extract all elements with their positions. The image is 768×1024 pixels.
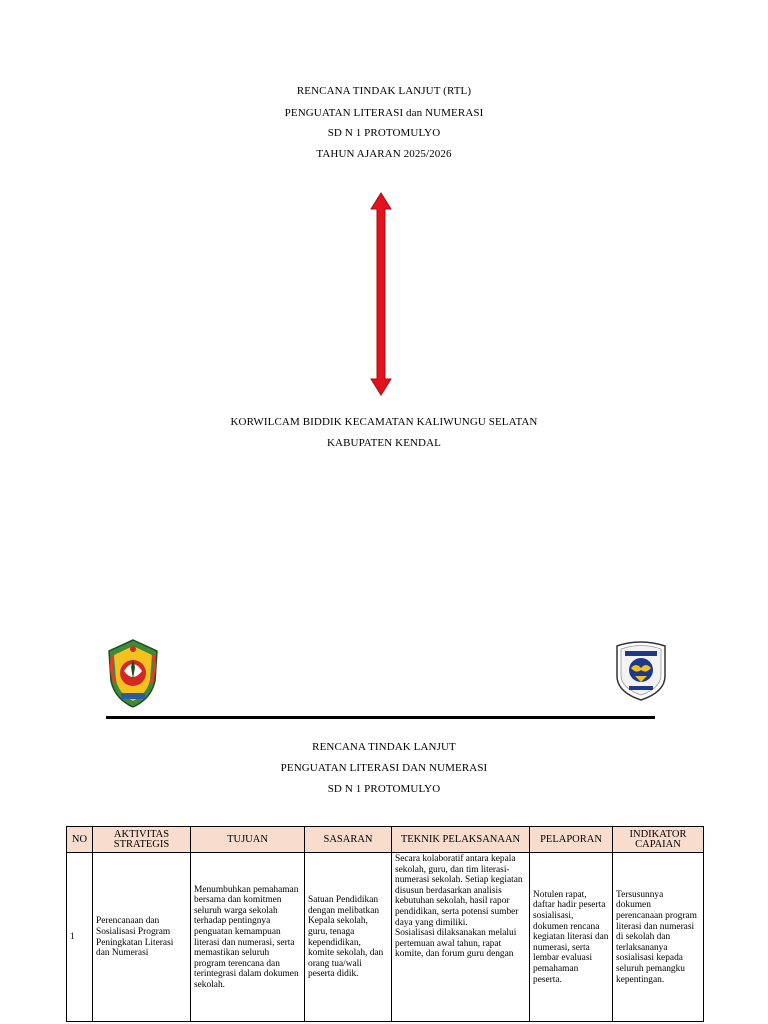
cell-aktivitas-text: Perencanaan dan Sosialisasi Program Peningkatan Literasi dan Numerasi <box>96 916 174 959</box>
page2-heading-line-1: RENCANA TINDAK LANJUT <box>312 741 456 753</box>
cell-sasaran-text: Satuan Pendidikan dengan melibatkan Kepala sekolah, guru, tenaga kependidikan, komite sekolah, dan orang tua/wali peserta didik. <box>308 895 384 980</box>
table-header-row <box>67 827 704 853</box>
cover-org-line-2: KABUPATEN KENDAL <box>327 437 441 449</box>
cell-teknik-paragraph-1: Secara kolaboratif antara kepala sekolah, guru, dan tim literasi-numerasi sekolah. Setiap kegiatan disusun berdasarkan analisis kebutuhan sekolah, hasil rapor pendidikan, serta potensi sumber daya yang dimiliki. <box>395 854 523 928</box>
cell-indikator <box>613 853 704 1022</box>
cell-aktivitas <box>93 853 191 1022</box>
double-arrow-icon <box>369 191 393 397</box>
kendal-crest-logo <box>105 637 161 709</box>
table-row <box>67 853 704 1022</box>
cell-no: 1 <box>67 853 93 1022</box>
header-teknik-pelaksanaan: TEKNIK PELAKSANAAN <box>392 827 530 853</box>
page2-heading-line-2: PENGUATAN LITERASI DAN NUMERASI <box>280 762 488 774</box>
header-aktivitas-strategis: AKTIVITAS STRATEGIS <box>93 827 191 853</box>
header-pelaporan: PELAPORAN <box>530 827 613 853</box>
cell-indikator-text: Tersusunnya dokumen perencanaan program literasi dan numerasi di sekolah dan terlaksananya sosialisasi kepada seluruh pemangku kepentingan. <box>616 889 697 985</box>
header-indikator-capaian: INDIKATOR CAPAIAN <box>613 827 704 853</box>
header-no: NO <box>67 827 93 853</box>
cell-teknik <box>392 853 530 1022</box>
cell-teknik-paragraph-2: Sosialisasi dilaksanakan melalui pertemuan awal tahun, rapat komite, dan forum guru dengan <box>395 928 517 960</box>
cell-pelaporan-text: Notulen rapat, daftar hadir peserta sosialisasi, dokumen rencana kegiatan literasi dan numerasi, serta lembar evaluasi pemahaman peserta. <box>533 889 609 985</box>
cell-tujuan-text: Menumbuhkan pemahaman bersama dan komitmen seluruh warga sekolah terhadap pentingnya penguatan kemampuan literasi dan numerasi, serta memastikan seluruh program terencana dan terintegrasi dalam dokumen sekolah. <box>194 884 299 990</box>
cell-tujuan <box>191 853 305 1022</box>
rtl-table <box>66 826 704 1022</box>
letterhead-divider <box>106 716 655 719</box>
cover-title-line-4: TAHUN AJARAN 2025/2026 <box>316 148 452 160</box>
cover-title-line-3: SD N 1 PROTOMULYO <box>327 127 441 139</box>
cell-sasaran <box>305 853 392 1022</box>
cover-title-line-2: PENGUATAN LITERASI dan NUMERASI <box>284 107 484 119</box>
page2-heading-line-3: SD N 1 PROTOMULYO <box>327 783 441 795</box>
school-emblem-logo <box>613 638 669 702</box>
cell-pelaporan <box>530 853 613 1022</box>
header-tujuan: TUJUAN <box>191 827 305 853</box>
cover-title-line-1: RENCANA TINDAK LANJUT (RTL) <box>296 85 472 97</box>
header-sasaran: SASARAN <box>305 827 392 853</box>
cover-org-line-1: KORWILCAM BIDDIK KECAMATAN KALIWUNGU SELATAN <box>230 416 538 428</box>
